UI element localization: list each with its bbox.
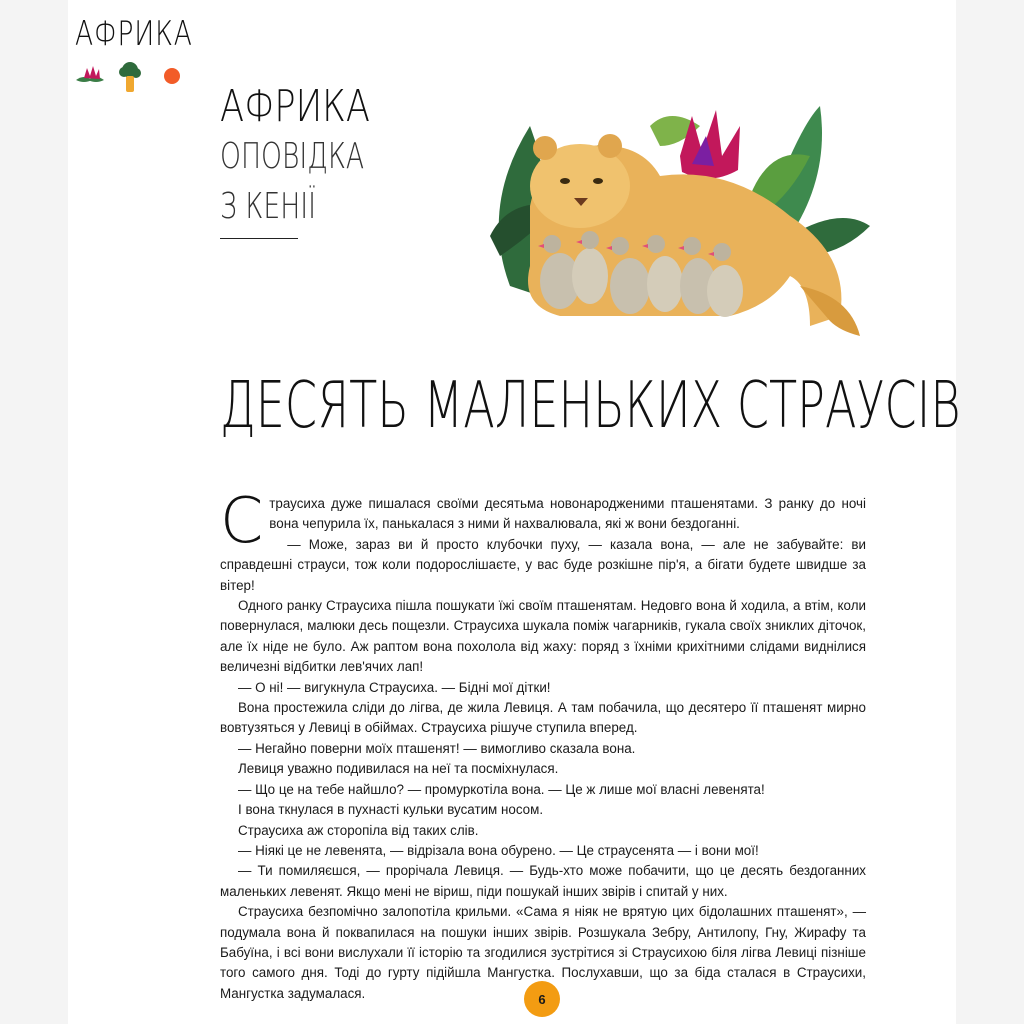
story-subtitle: ОПОВІДКА — [220, 136, 365, 177]
story-title-block — [220, 82, 390, 239]
main-title: ДЕСЯТЬ МАЛЕНЬКИХ СТРАУСІВ — [220, 369, 961, 443]
paragraph: І вона ткнулася в пухнасті кульки вусатим носом. — [238, 802, 544, 818]
paragraph: — О ні! — вигукнула Страусиха. — Бідні мої дітки! — [238, 679, 551, 695]
paragraph: Страусиха безпомічно залопотіла крильми. «Сама я ніяк не врятую цих бідолашних пташенят», — подумала вона й поквапилася на пошуки інших звірів. Розшукала Зебру, Антилопу, Гну, Жирафу та Бабуїна, і всі вони вислухали її історію та згодилися зустрітися зі Страусихою біля лігва Левиці пізніше того самого дня. Тоді до гурту підійшла Мангустка. Послухавши, що за біда сталася в Страусихи, Мангустка задумалася. — [220, 904, 866, 1001]
paragraph: — Негайно поверни моїх пташенят! — вимогливо сказала вона. — [238, 740, 636, 756]
running-head: АФРИКА — [75, 14, 193, 54]
lioness-ostrich-illustration — [470, 86, 870, 346]
paragraph: — Може, зараз ви й просто клубочки пуху, — казала вона, — але не забувайте: ви справдешні страуси, тож коли подорослішаєте, у вас буде розкішне пір'я, а бігати будете швидше за вітер! — [220, 536, 866, 593]
paragraph: Вона простежила сліди до лігва, де жила Левиця. А там побачила, що десятеро її пташенят мирно вовтузяться у Левиці в обіймах. Страусиха рішуче ступила вперед. — [220, 700, 866, 736]
paragraph: Одного ранку Страусиха пішла пошукати їжі своїм пташенятам. Недовго вона й ходила, а втім, коли повернулася, малюки десь пощезли. Страусиха шукала поміж чагарників, гукала своїх зниклих діточок, але їх ніде не було. Аж раптом вона похолола від жаху: поряд з їхніми крихітними слідами виднілися величезні відбитки лев'ячих лап! — [220, 598, 866, 675]
story-origin: З КЕНІЇ — [220, 186, 316, 227]
paragraph: Левиця уважно подивилася на неї та посміхнулася. — [238, 761, 559, 777]
paragraph: — Що це на тебе найшло? — промуркотіла вона. — Це ж лише мої власні левенята! — [238, 781, 765, 797]
story-title-region: АФРИКА — [220, 81, 370, 132]
tree-icon — [119, 62, 141, 92]
story-body — [220, 484, 866, 1004]
sun-dot-icon — [164, 68, 180, 84]
paragraph: — Ти помиляєшся, — прорічала Левиця. — Будь-хто може побачити, що це десять бездоганних маленьких левенят. Якщо мені не віриш, піди пошукай інших звірів і спитай у них. — [220, 863, 866, 899]
section-icons — [74, 60, 184, 96]
paragraph: Страусиха аж сторопіла від таких слів. — [238, 822, 479, 838]
paragraph: Страусиха дуже пишалася своїми десятьма новонародженими пташенятами. З ранку до ночі вона чепурила їх, панькалася з ними й нахвалювала, які ж вони бездоганні. — [220, 484, 866, 557]
drop-cap: С — [220, 484, 264, 557]
paragraph: — Ніякі це не левенята, — відрізала вона обурено. — Це страусенята — і вони мої! — [238, 842, 759, 858]
flower-icon — [76, 66, 104, 82]
page-number: 6 — [524, 981, 560, 1017]
title-rule — [220, 238, 298, 239]
